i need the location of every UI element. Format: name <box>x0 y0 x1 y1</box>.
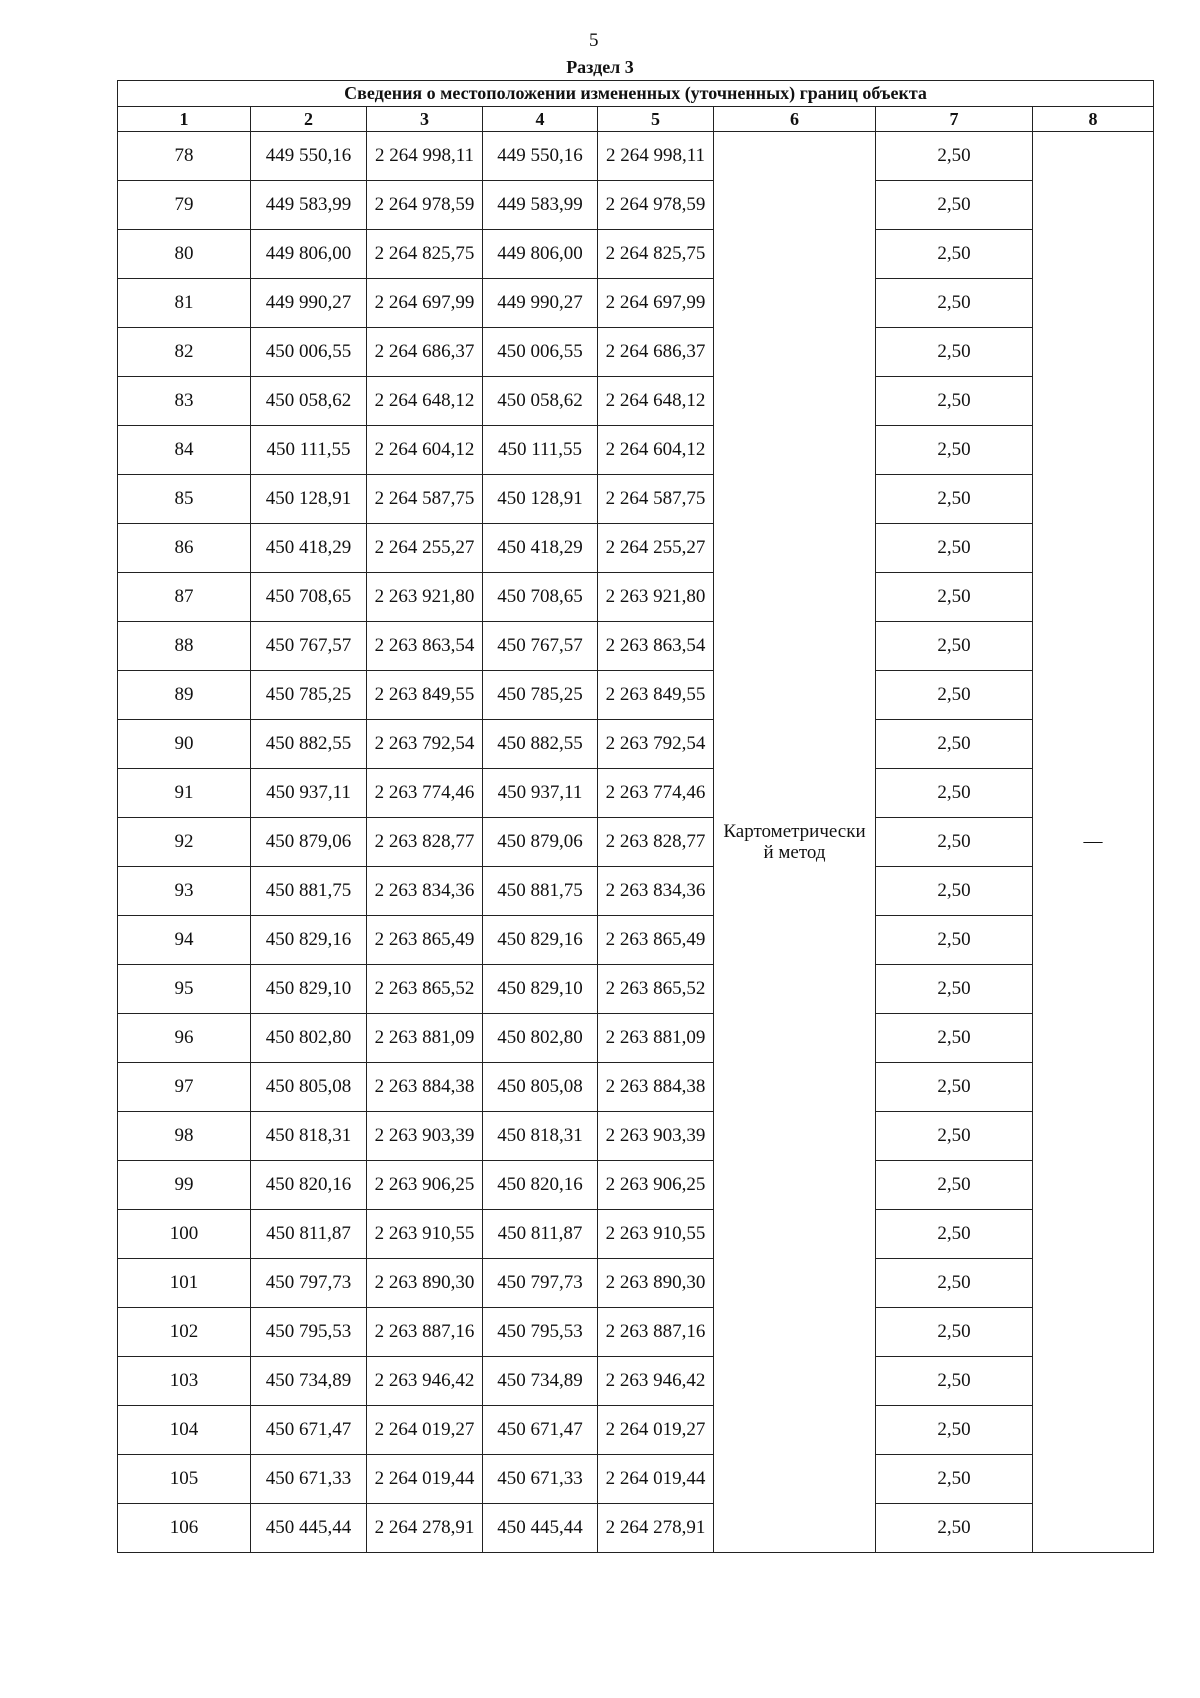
x-coordinate-cell: 450 785,25 <box>483 671 598 720</box>
y-coordinate-cell: 2 264 978,59 <box>598 181 714 230</box>
point-number-cell: 91 <box>118 769 251 818</box>
note-cell: — <box>1033 132 1154 1553</box>
x-coordinate-cell: 449 806,00 <box>251 230 367 279</box>
accuracy-cell: 2,50 <box>876 1259 1033 1308</box>
boundary-coordinates-table <box>117 80 1154 1553</box>
y-coordinate-cell: 2 263 792,54 <box>598 720 714 769</box>
accuracy-cell: 2,50 <box>876 1455 1033 1504</box>
x-coordinate-cell: 450 785,25 <box>251 671 367 720</box>
y-coordinate-cell: 2 263 865,49 <box>367 916 483 965</box>
table-caption: Сведения о местоположении измененных (уточненных) границ объекта <box>118 81 1154 107</box>
section-title: Раздел 3 <box>566 57 634 77</box>
point-number-cell: 83 <box>118 377 251 426</box>
x-coordinate-cell: 450 882,55 <box>483 720 598 769</box>
point-number-cell: 103 <box>118 1357 251 1406</box>
y-coordinate-cell: 2 263 881,09 <box>598 1014 714 1063</box>
y-coordinate-cell: 2 263 884,38 <box>367 1063 483 1112</box>
point-number-cell: 88 <box>118 622 251 671</box>
y-coordinate-cell: 2 263 849,55 <box>367 671 483 720</box>
table-row <box>118 1259 1154 1308</box>
accuracy-cell: 2,50 <box>876 181 1033 230</box>
table-row <box>118 671 1154 720</box>
accuracy-cell: 2,50 <box>876 867 1033 916</box>
y-coordinate-cell: 2 264 019,27 <box>367 1406 483 1455</box>
x-coordinate-cell: 450 879,06 <box>251 818 367 867</box>
y-coordinate-cell: 2 264 648,12 <box>367 377 483 426</box>
table-row <box>118 573 1154 622</box>
y-coordinate-cell: 2 264 278,91 <box>598 1504 714 1553</box>
x-coordinate-cell: 450 671,33 <box>483 1455 598 1504</box>
y-coordinate-cell: 2 263 910,55 <box>598 1210 714 1259</box>
table-row <box>118 1063 1154 1112</box>
y-coordinate-cell: 2 263 834,36 <box>598 867 714 916</box>
x-coordinate-cell: 450 797,73 <box>251 1259 367 1308</box>
x-coordinate-cell: 450 802,80 <box>483 1014 598 1063</box>
method-cell <box>714 132 876 1553</box>
x-coordinate-cell: 450 708,65 <box>483 573 598 622</box>
point-number-cell: 105 <box>118 1455 251 1504</box>
table-row <box>118 622 1154 671</box>
table-row <box>118 769 1154 818</box>
table-row <box>118 132 1154 181</box>
point-number-cell: 80 <box>118 230 251 279</box>
x-coordinate-cell: 450 829,10 <box>483 965 598 1014</box>
x-coordinate-cell: 450 797,73 <box>483 1259 598 1308</box>
x-coordinate-cell: 449 550,16 <box>483 132 598 181</box>
point-number-cell: 85 <box>118 475 251 524</box>
x-coordinate-cell: 450 671,47 <box>251 1406 367 1455</box>
column-header: 4 <box>483 107 598 132</box>
x-coordinate-cell: 450 058,62 <box>483 377 598 426</box>
point-number-cell: 100 <box>118 1210 251 1259</box>
table-row <box>118 279 1154 328</box>
point-number-cell: 84 <box>118 426 251 475</box>
table-row <box>118 524 1154 573</box>
table-row <box>118 181 1154 230</box>
accuracy-cell: 2,50 <box>876 328 1033 377</box>
accuracy-cell: 2,50 <box>876 1504 1033 1553</box>
point-number-cell: 81 <box>118 279 251 328</box>
point-number-cell: 86 <box>118 524 251 573</box>
x-coordinate-cell: 450 111,55 <box>251 426 367 475</box>
table-row <box>118 377 1154 426</box>
table-row <box>118 1357 1154 1406</box>
y-coordinate-cell: 2 264 825,75 <box>367 230 483 279</box>
accuracy-cell: 2,50 <box>876 965 1033 1014</box>
table-row <box>118 1455 1154 1504</box>
column-header: 7 <box>876 107 1033 132</box>
y-coordinate-cell: 2 263 881,09 <box>367 1014 483 1063</box>
y-coordinate-cell: 2 263 906,25 <box>598 1161 714 1210</box>
y-coordinate-cell: 2 263 865,49 <box>598 916 714 965</box>
y-coordinate-cell: 2 264 978,59 <box>367 181 483 230</box>
accuracy-cell: 2,50 <box>876 475 1033 524</box>
accuracy-cell: 2,50 <box>876 1014 1033 1063</box>
y-coordinate-cell: 2 264 825,75 <box>598 230 714 279</box>
x-coordinate-cell: 450 811,87 <box>483 1210 598 1259</box>
point-number-cell: 78 <box>118 132 251 181</box>
y-coordinate-cell: 2 263 946,42 <box>598 1357 714 1406</box>
accuracy-cell: 2,50 <box>876 818 1033 867</box>
table-row <box>118 720 1154 769</box>
x-coordinate-cell: 449 550,16 <box>251 132 367 181</box>
accuracy-cell: 2,50 <box>876 132 1033 181</box>
x-coordinate-cell: 450 820,16 <box>251 1161 367 1210</box>
x-coordinate-cell: 450 671,33 <box>251 1455 367 1504</box>
x-coordinate-cell: 450 767,57 <box>251 622 367 671</box>
accuracy-cell: 2,50 <box>876 524 1033 573</box>
y-coordinate-cell: 2 264 648,12 <box>598 377 714 426</box>
x-coordinate-cell: 450 937,11 <box>251 769 367 818</box>
x-coordinate-cell: 450 128,91 <box>483 475 598 524</box>
accuracy-cell: 2,50 <box>876 279 1033 328</box>
y-coordinate-cell: 2 264 587,75 <box>598 475 714 524</box>
accuracy-cell: 2,50 <box>876 573 1033 622</box>
table-row <box>118 1014 1154 1063</box>
x-coordinate-cell: 450 818,31 <box>483 1112 598 1161</box>
point-number-cell: 106 <box>118 1504 251 1553</box>
table-row <box>118 1161 1154 1210</box>
x-coordinate-cell: 450 937,11 <box>483 769 598 818</box>
method-text-part: Картометрически <box>723 821 866 842</box>
table-row <box>118 1210 1154 1259</box>
y-coordinate-cell: 2 264 019,44 <box>367 1455 483 1504</box>
column-header: 8 <box>1033 107 1154 132</box>
x-coordinate-cell: 450 128,91 <box>251 475 367 524</box>
x-coordinate-cell: 449 990,27 <box>483 279 598 328</box>
y-coordinate-cell: 2 263 906,25 <box>367 1161 483 1210</box>
point-number-cell: 82 <box>118 328 251 377</box>
y-coordinate-cell: 2 263 865,52 <box>367 965 483 1014</box>
x-coordinate-cell: 450 882,55 <box>251 720 367 769</box>
y-coordinate-cell: 2 263 890,30 <box>367 1259 483 1308</box>
point-number-cell: 87 <box>118 573 251 622</box>
table-row <box>118 426 1154 475</box>
accuracy-cell: 2,50 <box>876 377 1033 426</box>
x-coordinate-cell: 450 445,44 <box>483 1504 598 1553</box>
x-coordinate-cell: 450 418,29 <box>483 524 598 573</box>
y-coordinate-cell: 2 264 278,91 <box>367 1504 483 1553</box>
x-coordinate-cell: 450 818,31 <box>251 1112 367 1161</box>
x-coordinate-cell: 450 811,87 <box>251 1210 367 1259</box>
y-coordinate-cell: 2 263 792,54 <box>367 720 483 769</box>
point-number-cell: 97 <box>118 1063 251 1112</box>
x-coordinate-cell: 450 881,75 <box>483 867 598 916</box>
y-coordinate-cell: 2 263 921,80 <box>367 573 483 622</box>
point-number-cell: 95 <box>118 965 251 1014</box>
y-coordinate-cell: 2 263 863,54 <box>598 622 714 671</box>
point-number-cell: 104 <box>118 1406 251 1455</box>
x-coordinate-cell: 450 734,89 <box>251 1357 367 1406</box>
x-coordinate-cell: 450 006,55 <box>483 328 598 377</box>
table-row <box>118 475 1154 524</box>
y-coordinate-cell: 2 263 903,39 <box>367 1112 483 1161</box>
table-row <box>118 1504 1154 1553</box>
x-coordinate-cell: 449 990,27 <box>251 279 367 328</box>
y-coordinate-cell: 2 264 255,27 <box>367 524 483 573</box>
accuracy-cell: 2,50 <box>876 769 1033 818</box>
point-number-cell: 79 <box>118 181 251 230</box>
point-number-cell: 96 <box>118 1014 251 1063</box>
y-coordinate-cell: 2 264 686,37 <box>367 328 483 377</box>
table-row <box>118 1406 1154 1455</box>
accuracy-cell: 2,50 <box>876 230 1033 279</box>
y-coordinate-cell: 2 263 828,77 <box>367 818 483 867</box>
x-coordinate-cell: 450 734,89 <box>483 1357 598 1406</box>
table-row <box>118 1308 1154 1357</box>
y-coordinate-cell: 2 263 849,55 <box>598 671 714 720</box>
point-number-cell: 92 <box>118 818 251 867</box>
point-number-cell: 94 <box>118 916 251 965</box>
point-number-cell: 90 <box>118 720 251 769</box>
column-header: 3 <box>367 107 483 132</box>
y-coordinate-cell: 2 263 828,77 <box>598 818 714 867</box>
column-header-row <box>118 107 1154 132</box>
y-coordinate-cell: 2 264 604,12 <box>367 426 483 475</box>
y-coordinate-cell: 2 263 890,30 <box>598 1259 714 1308</box>
y-coordinate-cell: 2 263 903,39 <box>598 1112 714 1161</box>
y-coordinate-cell: 2 264 697,99 <box>598 279 714 328</box>
column-header: 5 <box>598 107 714 132</box>
y-coordinate-cell: 2 264 604,12 <box>598 426 714 475</box>
table-row <box>118 867 1154 916</box>
accuracy-cell: 2,50 <box>876 1308 1033 1357</box>
point-number-cell: 102 <box>118 1308 251 1357</box>
y-coordinate-cell: 2 264 255,27 <box>598 524 714 573</box>
method-text-part: й метод <box>763 842 826 863</box>
y-coordinate-cell: 2 264 686,37 <box>598 328 714 377</box>
y-coordinate-cell: 2 264 019,27 <box>598 1406 714 1455</box>
y-coordinate-cell: 2 263 887,16 <box>598 1308 714 1357</box>
accuracy-cell: 2,50 <box>876 1161 1033 1210</box>
point-number-cell: 93 <box>118 867 251 916</box>
table-row <box>118 965 1154 1014</box>
y-coordinate-cell: 2 263 887,16 <box>367 1308 483 1357</box>
x-coordinate-cell: 450 058,62 <box>251 377 367 426</box>
accuracy-cell: 2,50 <box>876 671 1033 720</box>
table-row <box>118 328 1154 377</box>
accuracy-cell: 2,50 <box>876 720 1033 769</box>
y-coordinate-cell: 2 263 834,36 <box>367 867 483 916</box>
y-coordinate-cell: 2 263 774,46 <box>367 769 483 818</box>
x-coordinate-cell: 450 829,16 <box>483 916 598 965</box>
table-row <box>118 230 1154 279</box>
x-coordinate-cell: 450 829,10 <box>251 965 367 1014</box>
accuracy-cell: 2,50 <box>876 1112 1033 1161</box>
x-coordinate-cell: 450 805,08 <box>483 1063 598 1112</box>
accuracy-cell: 2,50 <box>876 426 1033 475</box>
x-coordinate-cell: 450 708,65 <box>251 573 367 622</box>
x-coordinate-cell: 450 006,55 <box>251 328 367 377</box>
y-coordinate-cell: 2 263 865,52 <box>598 965 714 1014</box>
y-coordinate-cell: 2 263 774,46 <box>598 769 714 818</box>
table-body <box>118 132 1154 1553</box>
y-coordinate-cell: 2 263 863,54 <box>367 622 483 671</box>
table-row <box>118 1112 1154 1161</box>
table-row <box>118 818 1154 867</box>
x-coordinate-cell: 450 671,47 <box>483 1406 598 1455</box>
accuracy-cell: 2,50 <box>876 622 1033 671</box>
x-coordinate-cell: 449 583,99 <box>483 181 598 230</box>
column-header: 2 <box>251 107 367 132</box>
column-header: 6 <box>714 107 876 132</box>
x-coordinate-cell: 450 805,08 <box>251 1063 367 1112</box>
y-coordinate-cell: 2 264 998,11 <box>367 132 483 181</box>
accuracy-cell: 2,50 <box>876 1210 1033 1259</box>
accuracy-cell: 2,50 <box>876 1357 1033 1406</box>
x-coordinate-cell: 450 767,57 <box>483 622 598 671</box>
accuracy-cell: 2,50 <box>876 1063 1033 1112</box>
x-coordinate-cell: 450 820,16 <box>483 1161 598 1210</box>
y-coordinate-cell: 2 264 019,44 <box>598 1455 714 1504</box>
page-number: 5 <box>589 30 599 51</box>
point-number-cell: 89 <box>118 671 251 720</box>
point-number-cell: 98 <box>118 1112 251 1161</box>
x-coordinate-cell: 450 881,75 <box>251 867 367 916</box>
x-coordinate-cell: 450 418,29 <box>251 524 367 573</box>
x-coordinate-cell: 449 583,99 <box>251 181 367 230</box>
y-coordinate-cell: 2 263 946,42 <box>367 1357 483 1406</box>
y-coordinate-cell: 2 264 697,99 <box>367 279 483 328</box>
accuracy-cell: 2,50 <box>876 916 1033 965</box>
y-coordinate-cell: 2 263 884,38 <box>598 1063 714 1112</box>
y-coordinate-cell: 2 264 998,11 <box>598 132 714 181</box>
y-coordinate-cell: 2 263 910,55 <box>367 1210 483 1259</box>
point-number-cell: 99 <box>118 1161 251 1210</box>
x-coordinate-cell: 450 802,80 <box>251 1014 367 1063</box>
x-coordinate-cell: 450 829,16 <box>251 916 367 965</box>
x-coordinate-cell: 450 795,53 <box>251 1308 367 1357</box>
x-coordinate-cell: 450 795,53 <box>483 1308 598 1357</box>
accuracy-cell: 2,50 <box>876 1406 1033 1455</box>
x-coordinate-cell: 450 445,44 <box>251 1504 367 1553</box>
point-number-cell: 101 <box>118 1259 251 1308</box>
x-coordinate-cell: 449 806,00 <box>483 230 598 279</box>
column-header: 1 <box>118 107 251 132</box>
y-coordinate-cell: 2 263 921,80 <box>598 573 714 622</box>
table-row <box>118 916 1154 965</box>
x-coordinate-cell: 450 879,06 <box>483 818 598 867</box>
x-coordinate-cell: 450 111,55 <box>483 426 598 475</box>
y-coordinate-cell: 2 264 587,75 <box>367 475 483 524</box>
